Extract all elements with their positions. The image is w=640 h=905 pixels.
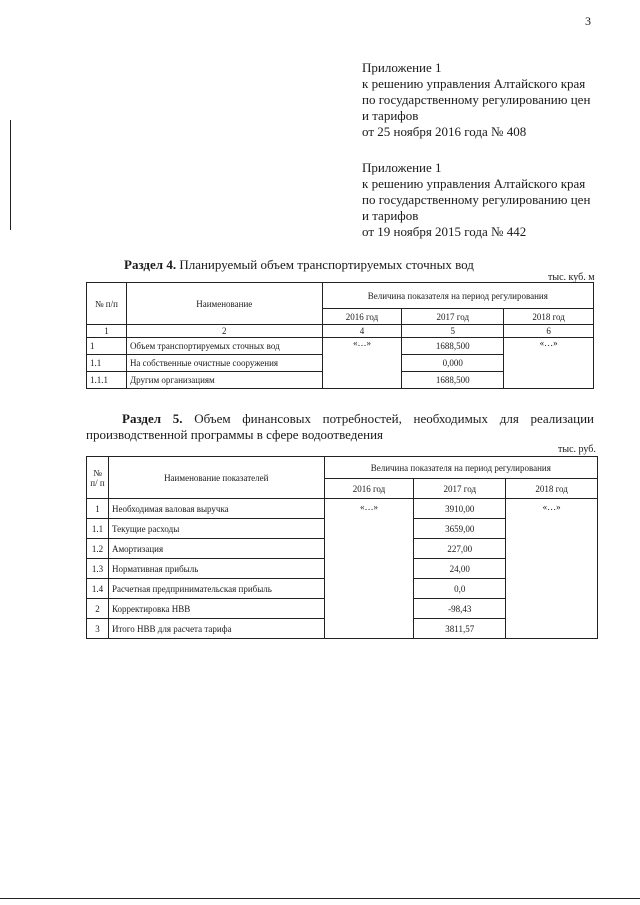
section-4-label: Раздел 4. — [124, 257, 177, 272]
col-number: 6 — [504, 325, 594, 338]
row-num: 1 — [87, 499, 109, 519]
row-num: 1.2 — [87, 539, 109, 559]
row-name: Расчетная предпринимательская прибыль — [108, 579, 324, 599]
omitted-2016: «…» — [322, 338, 402, 389]
page-number: 3 — [585, 14, 591, 28]
header-year-2017: 2017 год — [402, 309, 504, 325]
appendix-line: к решению управления Алтайского края — [362, 176, 586, 191]
col-number: 2 — [126, 325, 322, 338]
row-name: Объем транспортируемых сточных вод — [126, 338, 322, 355]
row-num: 1.1 — [87, 355, 127, 372]
omitted-2018: «…» — [504, 338, 594, 389]
header-num: № п/ п — [87, 457, 109, 499]
row-value-2017: 3659,00 — [414, 519, 506, 539]
section-4-title — [124, 257, 474, 273]
header-year-2017: 2017 год — [414, 479, 506, 499]
row-num: 1.3 — [87, 559, 109, 579]
row-value-2017: 227,00 — [414, 539, 506, 559]
row-name: Итого НВВ для расчета тарифа — [108, 619, 324, 639]
section-5-unit: тыс. руб. — [558, 444, 596, 455]
scan-edge-line-left — [10, 120, 11, 230]
row-num: 2 — [87, 599, 109, 619]
col-number: 4 — [322, 325, 402, 338]
header-name: Наименование показателей — [108, 457, 324, 499]
appendix-line: от 25 ноября 2016 года № 408 — [362, 124, 527, 139]
row-num: 3 — [87, 619, 109, 639]
header-year-2018: 2018 год — [504, 309, 594, 325]
row-name: На собственные очистные сооружения — [126, 355, 322, 372]
appendix-line: и тарифов — [362, 108, 419, 123]
row-name: Другим организациям — [126, 372, 322, 389]
section-4-table — [86, 282, 594, 389]
table-row — [87, 338, 594, 355]
col-number: 5 — [402, 325, 504, 338]
appendix-line: к решению управления Алтайского края — [362, 76, 586, 91]
header-year-2016: 2016 год — [324, 479, 414, 499]
header-period: Величина показателя на период регулирования — [322, 283, 593, 309]
row-num: 1 — [87, 338, 127, 355]
section-5-table — [86, 456, 598, 639]
appendix-header-current — [362, 60, 590, 140]
row-num: 1.4 — [87, 579, 109, 599]
row-value-2017: 0,000 — [402, 355, 504, 372]
appendix-line: Приложение 1 — [362, 160, 442, 175]
section-4-unit: тыс. куб. м — [548, 272, 595, 283]
header-period: Величина показателя на период регулирования — [324, 457, 597, 479]
omitted-2016: «…» — [324, 499, 414, 639]
section-5-label: Раздел 5. — [122, 411, 183, 426]
appendix-line: и тарифов — [362, 208, 419, 223]
header-year-2018: 2018 год — [506, 479, 598, 499]
row-name: Амортизация — [108, 539, 324, 559]
appendix-line: по государственному регулированию цен — [362, 92, 591, 107]
row-num: 1.1.1 — [87, 372, 127, 389]
col-number: 1 — [87, 325, 127, 338]
appendix-line: от 19 ноября 2015 года № 442 — [362, 224, 527, 239]
table-row — [87, 499, 598, 519]
row-name: Корректировка НВВ — [108, 599, 324, 619]
row-value-2017: 3910,00 — [414, 499, 506, 519]
section-5-title-text: Объем финансовых потребностей, необходимых для реализации производственной программы в сфере водоотведения — [86, 411, 595, 442]
scan-edge-line-bottom — [0, 898, 640, 899]
header-year-2016: 2016 год — [322, 309, 402, 325]
row-value-2017: 0,0 — [414, 579, 506, 599]
appendix-line: по государственному регулированию цен — [362, 192, 591, 207]
row-value-2017: -98,43 — [414, 599, 506, 619]
row-name: Текущие расходы — [108, 519, 324, 539]
omitted-2018: «…» — [506, 499, 598, 639]
header-num: № п/п — [87, 283, 127, 325]
row-value-2017: 3811,57 — [414, 619, 506, 639]
row-name: Необходимая валовая выручка — [108, 499, 324, 519]
appendix-header-previous — [362, 160, 590, 240]
row-value-2017: 24,00 — [414, 559, 506, 579]
header-name: Наименование — [126, 283, 322, 325]
row-value-2017: 1688,500 — [402, 372, 504, 389]
appendix-line: Приложение 1 — [362, 60, 442, 75]
row-name: Нормативная прибыль — [108, 559, 324, 579]
row-value-2017: 1688,500 — [402, 338, 504, 355]
section-5-title — [86, 411, 594, 443]
section-4-title-text: Планируемый объем транспортируемых сточных вод — [179, 257, 474, 272]
row-num: 1.1 — [87, 519, 109, 539]
